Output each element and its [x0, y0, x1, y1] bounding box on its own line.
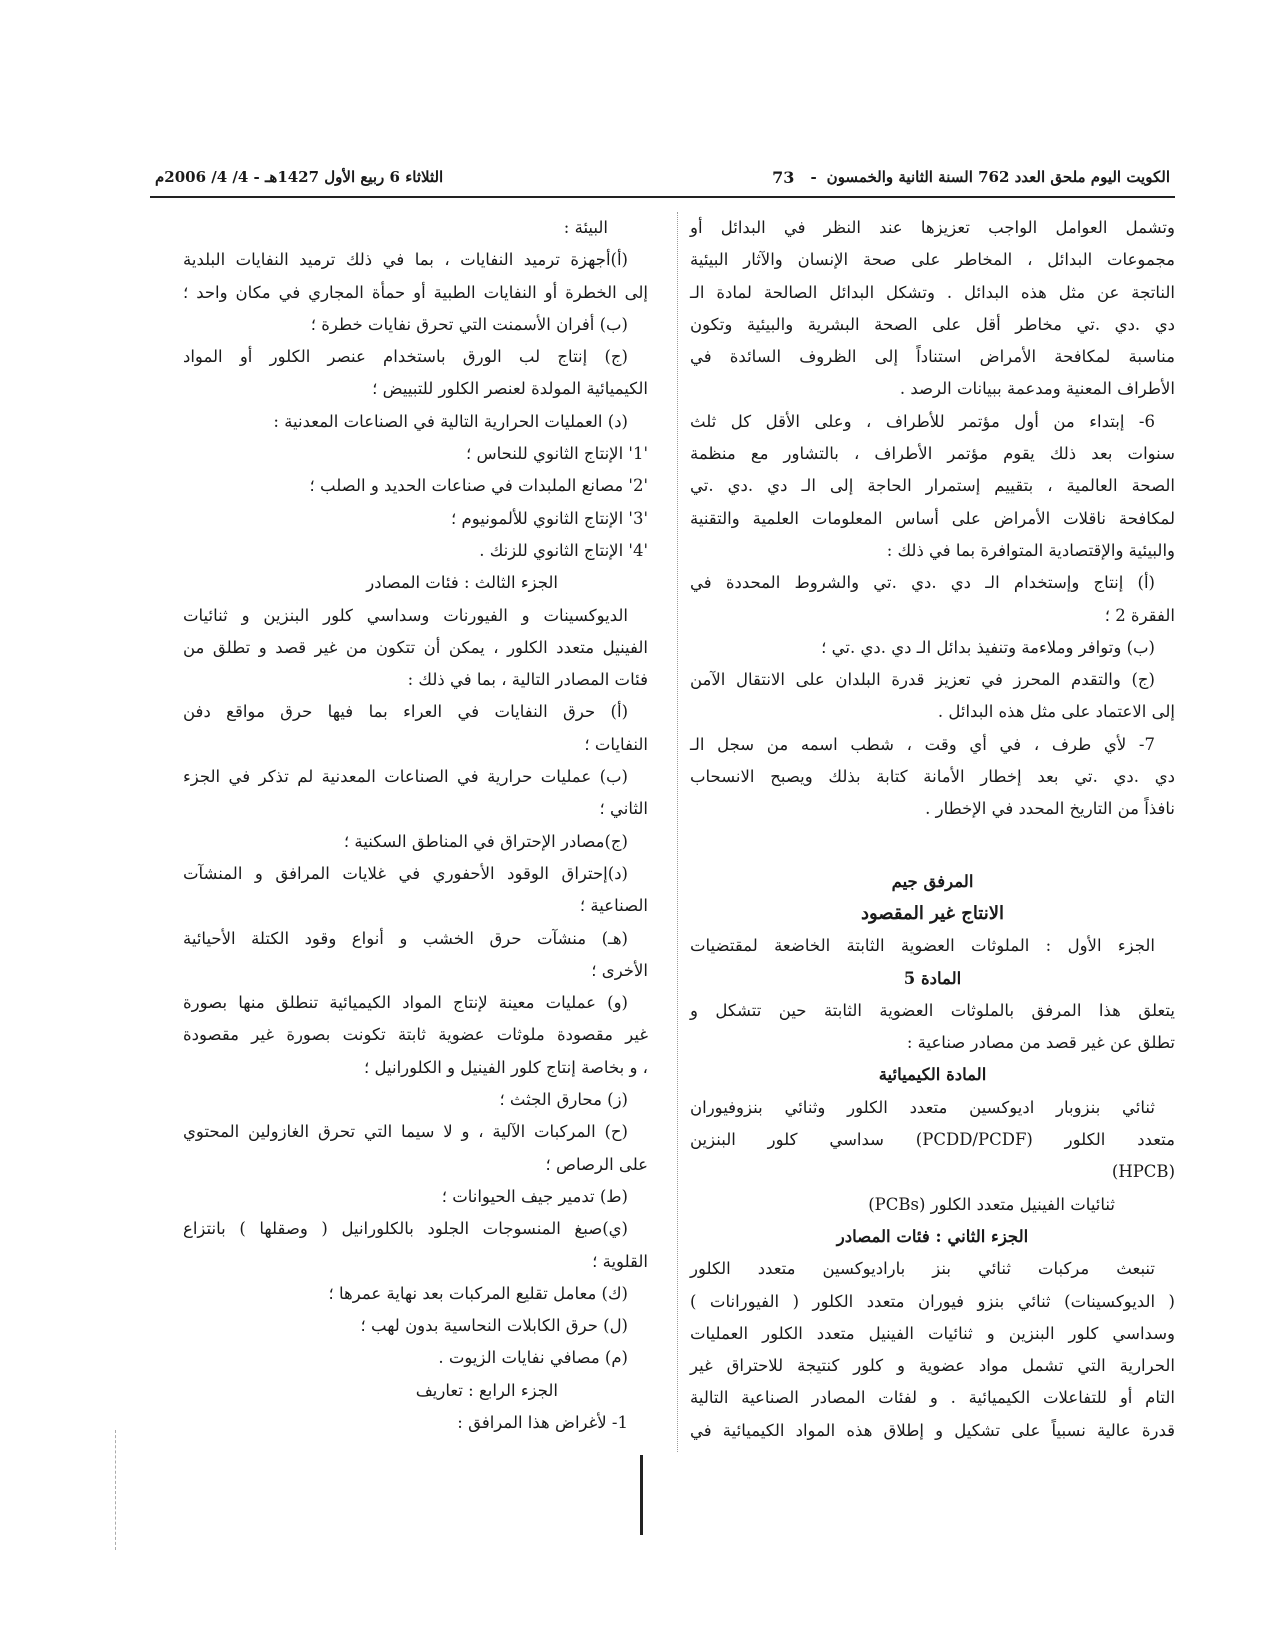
page-number: 73: [772, 167, 795, 187]
right-column-line: (أ) إنتاج وإستخدام الـ دي .دي .تي والشروط المحددة في: [690, 573, 1155, 593]
right-column-line: الأطراف المعنية ومدعمة ببيانات الرصد .: [899, 379, 1175, 399]
left-column-line: (ج)مصادر الإحتراق في المناطق السكنية ؛: [343, 831, 628, 851]
left-column-line: إلى الخطرة أو النفايات الطبية أو حمأة المجاري في مكان واحد ؛: [183, 282, 648, 302]
right-column-line: وسداسي كلور البنزين و ثنائيات الفينيل متعدد الكلور العمليات: [690, 1323, 1175, 1343]
scan-edge-marks: [115, 1430, 116, 1550]
left-column-line: (و) عمليات معينة لإنتاج المواد الكيميائية تنطلق منها بصورة: [183, 993, 628, 1013]
right-column-line: تطلق عن غير قصد من مصادر صناعية :: [906, 1033, 1175, 1053]
left-column-line: '2' مصانع الملبدات في صناعات الحديد و الصلب ؛: [309, 476, 648, 496]
left-column-line: (ج) إنتاج لب الورق باستخدام عنصر الكلور أو المواد: [183, 347, 628, 367]
right-column-line: (ج) والتقدم المحرز في تعزيز قدرة البلدان على الانتقال الآمن: [690, 670, 1155, 690]
left-column-line: (م) مصافي نفايات الزيوت .: [438, 1348, 628, 1368]
right-column-line: إلى الاعتماد على مثل هذه البدائل .: [937, 702, 1175, 722]
left-column-line: الأخرى ؛: [591, 960, 648, 980]
right-column-line: الجزء الأول : الملوثات العضوية الثابتة الخاضعة لمقتضيات: [690, 936, 1155, 956]
left-column-line: الصناعية ؛: [579, 896, 648, 916]
right-column-line: (ب) وتوافر وملاءمة وتنفيذ بدائل الـ دي .دي .تي ؛: [821, 637, 1155, 657]
left-column-line: (ب) أفران الأسمنت التي تحرق نفايات خطرة ؛: [310, 314, 628, 334]
left-column-line: ، و بخاصة إنتاج كلور الفينيل و الكلورانيل ؛: [364, 1057, 648, 1077]
right-column-line: دي .دي .تي بعد إخطار الأمانة كتابة بذلك ويصبح الانسحاب: [690, 767, 1175, 787]
left-column-line: الكيميائية المولدة لعنصر الكلور للتبييض ؛: [372, 379, 648, 399]
right-column-line: ( الديوكسينات) ثنائي بنزو فيوران متعدد الكلور ( الفيورانات ): [690, 1291, 1175, 1311]
left-column-line: فئات المصادر التالية ، بما في ذلك :: [407, 670, 648, 690]
left-column: [183, 212, 648, 1439]
header-rule: [150, 196, 1175, 198]
right-column: [690, 212, 1175, 1447]
right-column-line: [690, 826, 1175, 866]
right-column-line: 6- إبتداء من أول مؤتمر للأطراف ، وعلى الأقل كل ثلث: [690, 411, 1155, 431]
left-column-line: 1- لأغراض هذا المرافق :: [457, 1412, 628, 1432]
left-column-line: (د)إحتراق الوقود الأحفوري في غلايات المرافق و المنشآت: [183, 863, 628, 883]
left-column-line: (د) العمليات الحرارية التالية في الصناعات المعدنية :: [273, 411, 628, 431]
right-column-line: والبيئية والإقتصادية المتوافرة بما في ذلك :: [886, 540, 1175, 560]
left-column-line: الفينيل متعدد الكلور ، يمكن أن تتكون من غير قصد و تطلق من: [183, 637, 648, 657]
left-column-line: (ب) عمليات حرارية في الصناعات المعدنية لم تذكر في الجزء: [183, 767, 628, 787]
right-column-line: وتشمل العوامل الواجب تعزيزها عند النظر في البدائل أو: [690, 218, 1175, 237]
right-column-line: الانتاج غير المقصود: [860, 902, 1005, 924]
right-column-line: الناتجة عن مثل هذه البدائل . وتشكل البدائل الصالحة لمادة الـ: [690, 282, 1175, 302]
left-column-line: الجزء الثالث : فئات المصادر: [366, 573, 558, 593]
right-column-line: المادة الكيميائية: [878, 1065, 987, 1085]
right-column-line: مناسبة لمكافحة الأمراض استناداً إلى الظروف السائدة في: [690, 347, 1175, 367]
right-column-line: (HPCB): [1111, 1162, 1175, 1182]
left-column-line: (ك) معامل تقليع المركبات بعد نهاية عمرها ؛: [328, 1283, 628, 1303]
left-column-line: (ز) محارق الجثث ؛: [499, 1090, 628, 1110]
right-column-line: الحرارية التي تشمل مواد عضوية و كلور كنتيجة للاحتراق غير: [690, 1356, 1175, 1376]
right-column-line: المرفق جيم: [891, 871, 974, 891]
header-date: الثلاثاء 6 ربيع الأول 1427هـ - 4/ 4/ 2006م: [155, 168, 444, 186]
left-column-line: (هـ) منشآت حرق الخشب و أنواع وقود الكتلة الأحيائية: [183, 928, 628, 948]
header-publication-group: [772, 168, 1170, 187]
left-column-line: البيئة :: [563, 218, 608, 237]
right-column-line: ثنائيات الفينيل متعدد الكلور (PCBs): [868, 1194, 1115, 1214]
left-column-line: الجزء الرابع : تعاريف: [415, 1380, 558, 1400]
right-column-line: الصحة العالمية ، بتقييم إستمرار الحاجة إلى الـ دي .دي .تي: [690, 476, 1175, 496]
right-column-line: الجزء الثاني : فئات المصادر: [836, 1226, 1029, 1246]
right-column-line: 7- لأي طرف ، في أي وقت ، شطب اسمه من سجل الـ: [690, 734, 1155, 754]
right-column-line: الفقرة 2 ؛: [1104, 605, 1175, 625]
left-column-line: النفايات ؛: [584, 734, 648, 754]
page-header: [155, 160, 1170, 194]
left-column-line: القلوية ؛: [592, 1251, 648, 1271]
right-column-line: دي .دي .تي مخاطر أقل على الصحة البشرية والبيئية وتكون: [690, 314, 1175, 334]
header-publication: الكويت اليوم ملحق العدد 762 السنة الثانية والخمسون: [826, 168, 1170, 186]
header-dash: -: [810, 168, 817, 186]
right-column-line: متعدد الكلور (PCDD/PCDF) سداسي كلور البنزين: [690, 1130, 1175, 1150]
right-column-line: المادة 5: [903, 968, 962, 988]
right-column-line: قدرة عالية نسبياً على تشكيل و إطلاق هذه المواد الكيميائية في: [690, 1420, 1175, 1440]
right-column-line: سنوات بعد ذلك يقوم مؤتمر الأطراف ، بالتشاور مع منظمة: [690, 444, 1175, 464]
right-column-line: تنبعث مركبات ثنائي بنز باراديوكسين متعدد الكلور: [690, 1259, 1155, 1279]
left-column-line: (ط) تدمير جيف الحيوانات ؛: [441, 1186, 628, 1206]
left-column-line: '1' الإنتاج الثانوي للنحاس ؛: [466, 444, 648, 464]
left-column-line: (أ)أجهزة ترميد النفايات ، بما في ذلك ترميد النفايات البلدية: [183, 250, 628, 270]
left-column-line: (أ) حرق النفايات في العراء بما فيها حرق مواقع دفن: [183, 702, 628, 722]
column-divider: [677, 212, 678, 1452]
right-column-line: يتعلق هذا المرفق بالملوثات العضوية الثابتة حين تتشكل و: [690, 1000, 1175, 1020]
left-column-line: غير مقصودة ملوثات عضوية ثابتة تكونت بصورة غير مقصودة: [183, 1025, 648, 1045]
left-column-line: (ح) المركبات الآلية ، و لا سيما التي تحرق الغازولين المحتوي: [183, 1122, 628, 1142]
right-column-line: لمكافحة ناقلات الأمراض على أساس المعلومات العلمية والتقنية: [690, 508, 1175, 528]
left-column-line: '4' الإنتاج الثانوي للزنك .: [479, 540, 648, 560]
left-column-line: الديوكسينات و الفيورنات وسداسي كلور البنزين و ثنائيات: [183, 605, 628, 625]
scan-mark: [640, 1455, 643, 1535]
left-column-line: على الرصاص ؛: [545, 1154, 648, 1174]
left-column-line: '3' الإنتاج الثانوي للألمونيوم ؛: [451, 508, 648, 528]
left-column-line: (ي)صبغ المنسوجات الجلود بالكلورانيل ( وصقلها ) بانتزاع: [183, 1219, 628, 1239]
right-column-line: مجموعات البدائل ، المخاطر على صحة الإنسان والآثار البيئية: [690, 250, 1175, 270]
right-column-line: التام أو للتفاعلات الكيميائية . و لفئات المصادر الصناعية التالية: [690, 1388, 1175, 1408]
right-column-line: نافذاً من التاريخ المحدد في الإخطار .: [925, 799, 1175, 819]
left-column-line: (ل) حرق الكابلات النحاسية بدون لهب ؛: [360, 1316, 628, 1336]
right-column-line: ثنائي بنزوبار اديوكسين متعدد الكلور وثنائي بنزوفيوران: [690, 1097, 1155, 1117]
left-column-line: الثاني ؛: [599, 799, 648, 819]
